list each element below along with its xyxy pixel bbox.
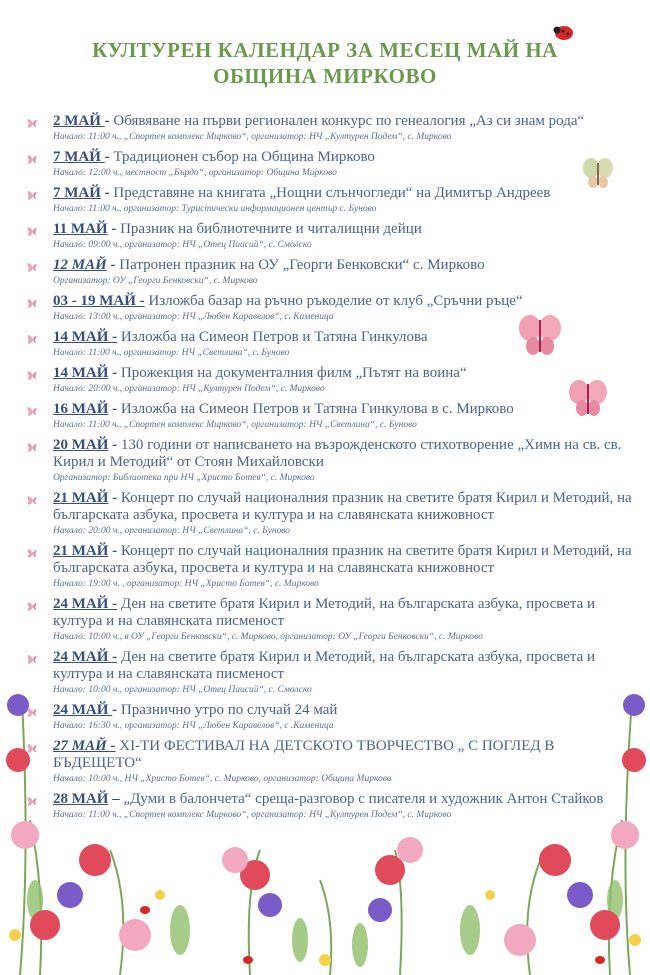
event-date: 12 МАЙ [53,257,107,273]
event-item [53,221,638,251]
event-separator: - [108,365,121,381]
event-details: Начало: 20:00 ч., организатор: НЧ „Културен Подем“, с. Мирково [53,384,325,394]
event-separator: - [104,113,114,129]
event-date: 24 МАЙ [53,702,113,718]
page-title-line1: КУЛТУРЕН КАЛЕНДАР ЗА МЕСЕЦ МАЙ НА [92,38,558,62]
event-item [53,543,638,590]
event-separator: - [112,702,121,718]
event-title-line [53,185,638,202]
event-date: 21 МАЙ [53,543,109,559]
event-details: Начало: 20:00 ч., организатор: НЧ „Светлина“, с. Буново [53,526,291,536]
butterfly-bullet-icon [25,295,41,311]
event-details: Начало: 10:00 ч., организатор: НЧ „Отец Паисий“, с. Смолско [53,685,312,695]
event-title: Концерт по случай националния празник на светите братя Кирил и Методий, на българската азбука, просвета и култура и на славянската книжовност [53,490,632,523]
event-date: 28 МАЙ [53,791,109,807]
event-title: Изложба на Симеон Петров и Татяна Гинкулова [120,329,428,345]
event-title: Патронен празник на ОУ „Георги Бенковски“ с. Мирково [119,257,485,273]
event-separator: – [108,791,124,807]
butterfly-bullet-icon [25,187,41,203]
event-details: Начало: 09:00 ч., организатор: НЧ „Отец Паисий“, с. Смолско [53,240,312,250]
event-title-line [53,113,638,130]
event-item [53,149,638,179]
event-date: 24 МАЙ - [53,596,118,612]
event-item [53,365,638,395]
event-title: Ден на светите братя Кирил и Методий, на българската азбука, просвета и култура и на славянската писменост [53,649,596,682]
event-date: 14 МАЙ [53,365,109,381]
butterfly-bullet-icon [25,439,41,455]
event-date: 20 МАЙ [53,437,109,453]
event-date: 03 - 19 МАЙ - [53,293,145,309]
event-title: XI-ТИ ФЕСТИВАЛ НА ДЕТСКОТО ТВОРЧЕСТВО „ С ПОГЛЕД В БЪДЕЩЕТО“ [53,738,555,771]
event-date: 16 МАЙ [53,401,109,417]
event-details: Начало: 11:00 ч., организатор: НЧ „Светлина“, с. Буново [53,348,290,358]
event-title-line [53,543,638,577]
event-title-line [53,791,638,808]
event-title: Обявяване на първи регионален конкурс по генеалогия „Аз си знам рода“ [113,113,585,129]
event-title: Традиционен събор на Община Мирково [113,149,375,165]
event-title: Представяне на книгата „Нощни слънчогледи“ на Димитър Андреев [113,185,551,201]
page-title-line2: ОБЩИНА МИРКОВО [213,64,437,88]
butterfly-bullet-icon [25,492,41,508]
event-item [53,791,638,821]
event-title-line [53,738,638,772]
event-separator: - [107,221,121,237]
butterfly-bullet-icon [25,740,41,756]
butterfly-bullet-icon [25,223,41,239]
event-item [53,596,638,643]
butterfly-bullet-icon [25,793,41,809]
event-title: Изложба базар на ръчно ръкоделие от клуб „Сръчни ръце“ [148,293,523,309]
event-list [53,113,638,827]
event-title: „Думи в балончета“ среща-разговор с писателя и художник Антон Стайков [123,791,604,807]
event-details: Начало: 11:00 ч., организатор: Туристически информационен център с. Буново [53,204,377,214]
event-date: 11 МАЙ [53,221,108,237]
event-separator: - [106,257,120,273]
butterfly-bullet-icon [25,151,41,167]
event-item [53,329,638,359]
event-title-line [53,257,638,274]
event-item [53,257,638,287]
event-title: Концерт по случай националния празник на светите братя Кирил и Методий, на българската азбука, просвета и култура и на славянската книжовност [53,543,632,576]
event-item [53,702,638,732]
event-details: Начало: 13:00 ч., организатор: НЧ „Любен Каравелов“, с. Каменица [53,312,334,322]
event-item [53,649,638,696]
butterfly-bullet-icon [25,115,41,131]
event-date: 24 МАЙ - [53,649,118,665]
event-title-line [53,437,638,471]
event-item [53,490,638,537]
event-details: Начало: 19:00 ч. , организатор: НЧ „Христо Ботев“, с. Мирково [53,579,319,589]
event-item [53,437,638,484]
event-title-line [53,649,638,683]
event-title: Празнично утро по случай 24 май [120,702,338,718]
event-details: Начало: 11:00 ч., „Спортен комплекс Мирково“, организатор: НЧ „Културен Подем“, с. Мирково [53,810,452,820]
butterfly-bullet-icon [25,704,41,720]
event-item [53,293,638,323]
event-title-line [53,365,638,382]
event-details: Начало: 11:00 ч., „Спортен комплекс Мирково“, организатор: НЧ „Светлина“, с. Буново [53,420,417,430]
event-date: 21 МАЙ [53,490,109,506]
event-title: Празник на библиотечните и читалищни дейци [120,221,422,237]
event-date: 7 МАЙ [53,185,101,201]
butterfly-bullet-icon [25,651,41,667]
event-item [53,113,638,143]
event-title-line [53,596,638,630]
event-item [53,185,638,215]
event-title: Изложба на Симеон Петров и Татяна Гинкулова в с. Мирково [120,401,514,417]
event-details: Начало: 16:30 ч., организатор: НЧ „Любен Каравелов“, с .Каменица [53,721,334,731]
butterfly-bullet-icon [25,598,41,614]
event-title-line [53,293,638,310]
event-separator: - [108,490,121,506]
event-item [53,738,638,785]
event-date: 14 МАЙ - [53,329,118,345]
event-title-line [53,329,638,346]
event-title: Ден на светите братя Кирил и Методий, на българската азбука, просвета и култура и на славянската писменост [53,596,596,629]
event-date: 2 МАЙ [53,113,105,129]
event-date: 27 МАЙ - [53,738,116,754]
event-item [53,401,638,431]
event-title-line [53,221,638,238]
event-separator: - [104,149,114,165]
event-title-line [53,401,638,418]
event-separator: - [100,185,114,201]
event-title-line [53,490,638,524]
butterfly-bullet-icon [25,259,41,275]
event-separator: - [108,437,121,453]
event-details: Начало: 12:00 ч., местност „Бърдо“, организатор: Община Мирково [53,168,337,178]
event-details: Начало: 11:00 ч., „Спортен комплекс Мирково“, организатор: НЧ „Културен Подем“, с. Мирково [53,132,452,142]
event-title: 130 години от написването на възрожденското стихотворение „Химн на св. св. Кирил и Методий“ от Стоян Михайловски [53,437,622,470]
event-separator: - [108,401,121,417]
butterfly-bullet-icon [25,545,41,561]
event-title-line [53,702,638,719]
event-details: Начало: 10:00 ч., НЧ „Христо Ботев“, с. Мирково, организатор: Община Мирково [53,774,392,784]
event-separator: - [108,543,121,559]
event-title-line [53,149,638,166]
butterfly-bullet-icon [25,367,41,383]
event-title: Прожекция на документалния филм „Пътят на воина“ [120,365,467,381]
event-date: 7 МАЙ [53,149,105,165]
butterfly-bullet-icon [25,403,41,419]
event-details: Организатор: ОУ „Георги Бенковски“, с. Мирково [53,276,258,286]
event-details: Организатор: Библиотека при НЧ „Христо Ботев“, с. Мирково [53,473,315,483]
butterfly-bullet-icon [25,331,41,347]
event-details: Начало: 10:00 ч., в ОУ „Георги Бенковски“, с. Мирково, организатор: ОУ „Георги Бенковски“, с. Мирково [53,632,483,642]
